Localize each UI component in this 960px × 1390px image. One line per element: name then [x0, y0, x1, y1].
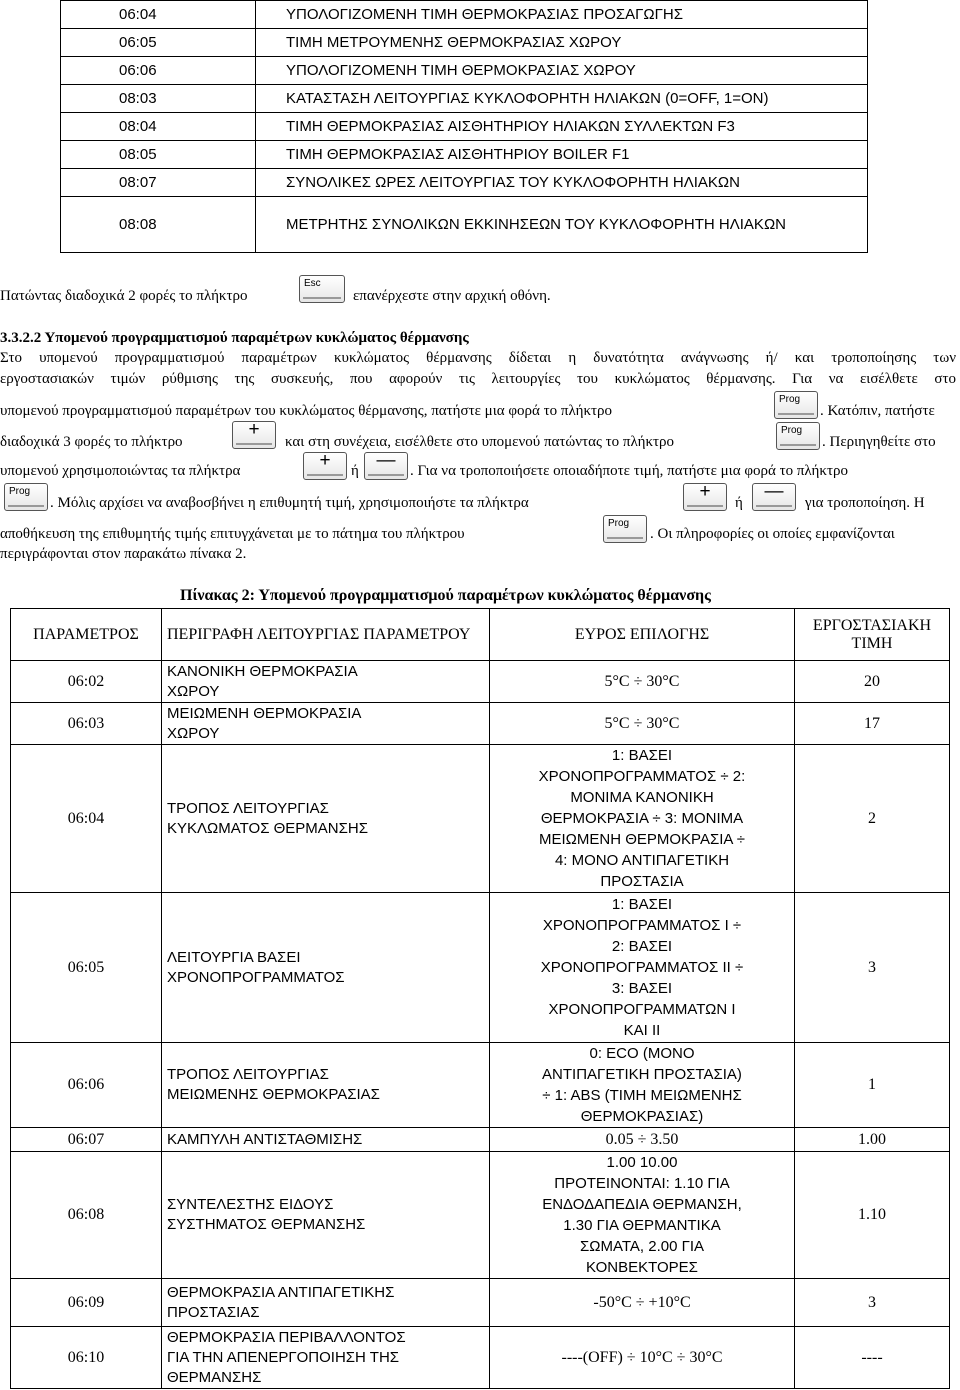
param-code: 06:03	[11, 703, 162, 745]
param-factory-value: 1	[795, 1043, 950, 1128]
param-description-line: ΚΑΜΠΥΛΗ ΑΝΤΙΣΤΑΘΜΙΣΗΣ	[167, 1130, 363, 1148]
readout-description: ΤΙΜΗ ΜΕΤΡΟΥΜΕΝΗΣ ΘΕΡΜΟΚΡΑΣΙΑΣ ΧΩΡΟΥ	[256, 29, 868, 57]
param-range-line: ΚΑΙ ΙΙ	[623, 1022, 661, 1039]
table-row	[11, 703, 950, 745]
param-range	[490, 1152, 795, 1279]
para-line-7a: αποθήκευση της επιθυμητής τιμής επιτυγχάνεται με το πάτημα του πλήκτρου	[0, 526, 465, 542]
param-range-line: 0.05 ÷ 3.50	[605, 1131, 679, 1148]
esc-key-icon: Esc	[299, 275, 345, 303]
param-code: 06:07	[11, 1128, 162, 1152]
para-line-4c: . Περιηγηθείτε στο	[822, 434, 936, 450]
readout-row	[61, 29, 868, 57]
header-param: ΠΑΡΑΜΕΤΡΟΣ	[11, 609, 162, 661]
table-caption: Πίνακας 2: Υπομενού προγραμματισμού παραμέτρων κυκλώματος θέρμανσης	[180, 587, 711, 604]
param-range-line: ÷ 1: ABS (ΤΙΜΗ ΜΕΙΩΜΕΝΗΣ	[542, 1087, 742, 1104]
param-range-line: ΧΡΟΝΟΠΡΟΓΡΑΜΜΑΤΟΣ ΙΙ ÷	[540, 959, 744, 976]
param-range-line: ΕΝΔΟΔΑΠΕΔΙΑ ΘΕΡΜΑΝΣΗ,	[542, 1196, 742, 1213]
param-range	[490, 1043, 795, 1128]
readout-row	[61, 85, 868, 113]
plus-key-icon: +	[303, 452, 347, 480]
param-range	[490, 1128, 795, 1152]
param-description-line: ΣΥΣΤΗΜΑΤΟΣ ΘΕΡΜΑΝΣΗΣ	[167, 1216, 366, 1233]
table-row	[11, 661, 950, 703]
header-range: ΕΥΡΟΣ ΕΠΙΛΟΓΗΣ	[490, 609, 795, 661]
readout-code: 08:08	[61, 197, 256, 253]
param-description	[162, 1152, 490, 1279]
param-factory-value: 3	[795, 893, 950, 1043]
header-factory: ΕΡΓΟΣΤΑΣΙΑΚΗ ΤΙΜΗ	[795, 609, 950, 661]
param-range-line: ΧΡΟΝΟΠΡΟΓΡΑΜΜΑΤΩΝ Ι	[548, 1001, 736, 1018]
param-description-line: ΚΥΚΛΩΜΑΤΟΣ ΘΕΡΜΑΝΣΗΣ	[167, 819, 369, 837]
param-factory-value: ----	[795, 1327, 950, 1389]
param-range-line: 4: ΜΟΝΟ ΑΝΤΙΠΑΓΕΤΙΚΗ	[554, 852, 730, 869]
readout-table	[60, 0, 868, 253]
table-row	[11, 745, 950, 893]
param-range-line: ----(OFF) ÷ 10°C ÷ 30°C	[561, 1349, 723, 1366]
param-description	[162, 1128, 490, 1152]
param-description-line: ΤΡΟΠΟΣ ΛΕΙΤΟΥΡΓΙΑΣ	[167, 799, 329, 817]
param-description	[162, 1327, 490, 1389]
param-code: 06:05	[11, 893, 162, 1043]
section-heading: 3.3.2.2 Υπομενού προγραμματισμού παραμέτρων κυκλώματος θέρμανσης	[0, 330, 469, 346]
param-range-line: -50°C ÷ +10°C	[593, 1294, 691, 1311]
param-code: 06:04	[11, 745, 162, 893]
plus-key-icon: +	[683, 483, 727, 511]
readout-row	[61, 141, 868, 169]
param-description	[162, 893, 490, 1043]
param-code: 06:10	[11, 1327, 162, 1389]
param-description-line: ΤΡΟΠΟΣ ΛΕΙΤΟΥΡΓΙΑΣ	[167, 1066, 329, 1083]
param-description-line: ΘΕΡΜΑΝΣΗΣ	[167, 1368, 262, 1386]
param-range	[490, 893, 795, 1043]
param-code: 06:09	[11, 1279, 162, 1327]
param-code: 06:08	[11, 1152, 162, 1279]
param-range-line: 1.00 10.00	[606, 1154, 678, 1171]
readout-row	[61, 113, 868, 141]
para-line-3b: . Κατόπιν, πατήστε	[820, 403, 935, 419]
readout-description: ΥΠΟΛΟΓΙΖΟΜΕΝΗ ΤΙΜΗ ΘΕΡΜΟΚΡΑΣΙΑΣ ΧΩΡΟΥ	[256, 57, 868, 85]
readout-description: ΣΥΝΟΛΙΚΕΣ ΩΡΕΣ ΛΕΙΤΟΥΡΓΙΑΣ ΤΟΥ ΚΥΚΛΟΦΟΡΗΤΗ ΗΛΙΑΚΩΝ	[256, 169, 868, 197]
param-description	[162, 745, 490, 893]
readout-code: 06:06	[61, 57, 256, 85]
readout-code: 06:05	[61, 29, 256, 57]
readout-code: 08:04	[61, 113, 256, 141]
param-description	[162, 1043, 490, 1128]
param-range-line: ΧΡΟΝΟΠΡΟΓΡΑΜΜΑΤΟΣ ÷ 2:	[538, 768, 746, 785]
readout-description: ΜΕΤΡΗΤΗΣ ΣΥΝΟΛΙΚΩΝ ΕΚΚΙΝΗΣΕΩΝ ΤΟΥ ΚΥΚΛΟΦΟΡΗΤΗ ΗΛΙΑΚΩΝ	[256, 197, 868, 253]
table-header-row	[11, 609, 950, 661]
minus-key-icon: —	[752, 483, 796, 511]
param-description-line: ΜΕΙΩΜΕΝΗΣ ΘΕΡΜΟΚΡΑΣΙΑΣ	[167, 1086, 380, 1103]
param-range	[490, 745, 795, 893]
prog-key-icon: Prog	[4, 483, 48, 511]
param-code: 06:06	[11, 1043, 162, 1128]
table-row	[11, 1152, 950, 1279]
param-range	[490, 661, 795, 703]
param-range	[490, 1279, 795, 1327]
param-description-line: ΧΩΡΟΥ	[167, 682, 220, 700]
param-description-line: ΧΡΟΝΟΠΡΟΓΡΑΜΜΑΤΟΣ	[167, 968, 345, 986]
readout-description: ΤΙΜΗ ΘΕΡΜΟΚΡΑΣΙΑΣ ΑΙΣΘΗΤΗΡΙΟΥ BOILER F1	[256, 141, 868, 169]
param-range-line: 5°C ÷ 30°C	[604, 673, 680, 690]
para-line-5a: υπομενού χρησιμοποιώντας τα πλήκτρα	[0, 463, 241, 479]
param-range-line: ΜΕΙΩΜΕΝΗ ΘΕΡΜΟΚΡΑΣΙΑ ÷	[539, 831, 745, 848]
para-line-5b: ή	[351, 463, 359, 479]
param-description-line: ΚΑΝΟΝΙΚΗ ΘΕΡΜΟΚΡΑΣΙΑ	[167, 662, 358, 680]
header-desc: ΠΕΡΙΓΡΑΦΗ ΛΕΙΤΟΥΡΓΙΑΣ ΠΑΡΑΜΕΤΡΟΥ	[162, 609, 490, 661]
param-range-line: 2: ΒΑΣΕΙ	[611, 938, 673, 955]
para-line-6b: ή	[735, 495, 743, 511]
param-range-line: ΧΡΟΝΟΠΡΟΓΡΑΜΜΑΤΟΣ Ι ÷	[542, 917, 742, 934]
param-range-line: ΚΟΝΒΕΚΤΟΡΕΣ	[586, 1259, 698, 1276]
param-factory-value: 20	[795, 661, 950, 703]
param-factory-value: 1.10	[795, 1152, 950, 1279]
param-description-line: ΧΩΡΟΥ	[167, 724, 220, 742]
param-range-line: 3: ΒΑΣΕΙ	[611, 980, 673, 997]
para-line-6a: . Μόλις αρχίσει να αναβοσβήνει η επιθυμητή τιμή, χρησιμοποιήστε τα πλήκτρα	[50, 495, 529, 511]
param-range-line: ΠΡΟΤΕΙΝΟΝΤΑΙ: 1.10 ΓΙΑ	[554, 1175, 730, 1192]
readout-row	[61, 197, 868, 253]
readout-code: 08:05	[61, 141, 256, 169]
param-range-line: ΣΩΜΑΤΑ, 2.00 ΓΙΑ	[579, 1238, 705, 1255]
plus-key-icon: +	[232, 421, 276, 449]
param-factory-value: 1.00	[795, 1128, 950, 1152]
readout-row	[61, 1, 868, 29]
param-range-line: ΜΟΝΙΜΑ ΚΑΝΟΝΙΚΗ	[570, 789, 714, 806]
table-row	[11, 1128, 950, 1152]
param-factory-value: 2	[795, 745, 950, 893]
readout-description: ΥΠΟΛΟΓΙΖΟΜΕΝΗ ΤΙΜΗ ΘΕΡΜΟΚΡΑΣΙΑΣ ΠΡΟΣΑΓΩΓΗΣ	[256, 1, 868, 29]
param-description-line: ΓΙΑ ΤΗΝ ΑΠΕΝΕΡΓΟΠΟΙΗΣΗ ΤΗΣ	[167, 1348, 400, 1366]
param-range-line: ΘΕΡΜΟΚΡΑΣΙΑ ÷ 3: ΜΟΝΙΜΑ	[540, 810, 744, 827]
esc-text-before: Πατώντας διαδοχικά 2 φορές το πλήκτρο	[0, 288, 248, 304]
table-row	[11, 893, 950, 1043]
param-description-line: ΘΕΡΜΟΚΡΑΣΙΑ ΑΝΤΙΠΑΓΕΤΙΚΗΣ	[167, 1283, 395, 1301]
param-range	[490, 1327, 795, 1389]
para-line-4a: διαδοχικά 3 φορές το πλήκτρο	[0, 434, 183, 450]
para-line-6c: για τροποποίηση. Η	[805, 495, 925, 511]
readout-description: ΤΙΜΗ ΘΕΡΜΟΚΡΑΣΙΑΣ ΑΙΣΘΗΤΗΡΙΟΥ ΗΛΙΑΚΩΝ ΣΥΛΛΕΚΤΩΝ F3	[256, 113, 868, 141]
param-factory-value: 17	[795, 703, 950, 745]
param-range-line: 1: ΒΑΣΕΙ	[611, 747, 673, 764]
table-row	[11, 1043, 950, 1128]
param-range-line: 1: ΒΑΣΕΙ	[611, 896, 673, 913]
param-factory-value: 3	[795, 1279, 950, 1327]
param-description-line: ΘΕΡΜΟΚΡΑΣΙΑ ΠΕΡΙΒΑΛΛΟΝΤΟΣ	[167, 1328, 406, 1346]
param-range	[490, 703, 795, 745]
readout-row	[61, 57, 868, 85]
prog-key-icon: Prog	[774, 391, 818, 419]
param-code: 06:02	[11, 661, 162, 703]
param-description	[162, 1279, 490, 1327]
param-range-line: ΑΝΤΙΠΑΓΕΤΙΚΗ ΠΡΟΣΤΑΣΙΑ)	[542, 1066, 742, 1083]
readout-code: 08:03	[61, 85, 256, 113]
para-line-8: περιγράφονται στον παρακάτω πίνακα 2.	[0, 546, 247, 562]
param-range-line: ΘΕΡΜΟΚΡΑΣΙΑΣ)	[580, 1108, 704, 1125]
minus-key-icon: —	[364, 452, 408, 480]
para-line-7b: . Οι πληροφορίες οι οποίες εμφανίζονται	[650, 526, 895, 542]
prog-key-icon: Prog	[776, 422, 820, 450]
table-row	[11, 1279, 950, 1327]
esc-instruction	[0, 288, 248, 305]
para-line-2: εργοστασιακών τιμών ρύθμισης της συσκευής, που αφορούν τις λειτουργίες του κυκλώματος θέρμανσης. Για να εισέλθετε στο	[0, 371, 956, 387]
param-description-line: ΠΡΟΣΤΑΣΙΑΣ	[167, 1303, 260, 1321]
readout-row	[61, 169, 868, 197]
parameter-table	[10, 608, 950, 1389]
para-line-4b: και στη συνέχεια, εισέλθετε στο υπομενού πατώντας το πλήκτρο	[285, 434, 675, 450]
param-description-line: ΜΕΙΩΜΕΝΗ ΘΕΡΜΟΚΡΑΣΙΑ	[167, 704, 362, 722]
param-description	[162, 703, 490, 745]
prog-key-icon: Prog	[603, 515, 647, 543]
para-line-3a: υπομενού προγραμματισμού παραμέτρων του κυκλώματος θέρμανσης, πατήστε μια φορά το πλήκτρο	[0, 403, 613, 419]
param-range-line: 5°C ÷ 30°C	[604, 715, 680, 732]
para-line-5c: . Για να τροποποιήσετε οποιαδήποτε τιμή, πατήστε μια φορά το πλήκτρο	[410, 463, 848, 479]
param-description-line: ΣΥΝΤΕΛΕΣΤΗΣ ΕΙΔΟΥΣ	[167, 1196, 334, 1213]
esc-text-after: επανέρχεστε στην αρχική οθόνη.	[353, 288, 551, 304]
readout-code: 06:04	[61, 1, 256, 29]
para-line-1: Στο υπομενού προγραμματισμού παραμέτρων κυκλώματος θέρμανσης δίδεται η δυνατότητα ανάγνωσης ή/ και τροποποίησης των	[0, 350, 956, 366]
param-description	[162, 661, 490, 703]
param-description-line: ΛΕΙΤΟΥΡΓΙΑ ΒΑΣΕΙ	[167, 948, 301, 966]
param-range-line: 0: ECO (ΜΟΝΟ	[589, 1045, 695, 1062]
param-range-line: ΠΡΟΣΤΑΣΙΑ	[600, 873, 684, 890]
table-row	[11, 1327, 950, 1389]
readout-description: ΚΑΤΑΣΤΑΣΗ ΛΕΙΤΟΥΡΓΙΑΣ ΚΥΚΛΟΦΟΡΗΤΗ ΗΛΙΑΚΩΝ (0=OFF, 1=ON)	[256, 85, 868, 113]
readout-code: 08:07	[61, 169, 256, 197]
param-range-line: 1.30 ΓΙΑ ΘΕΡΜΑΝΤΙΚΑ	[563, 1217, 721, 1234]
